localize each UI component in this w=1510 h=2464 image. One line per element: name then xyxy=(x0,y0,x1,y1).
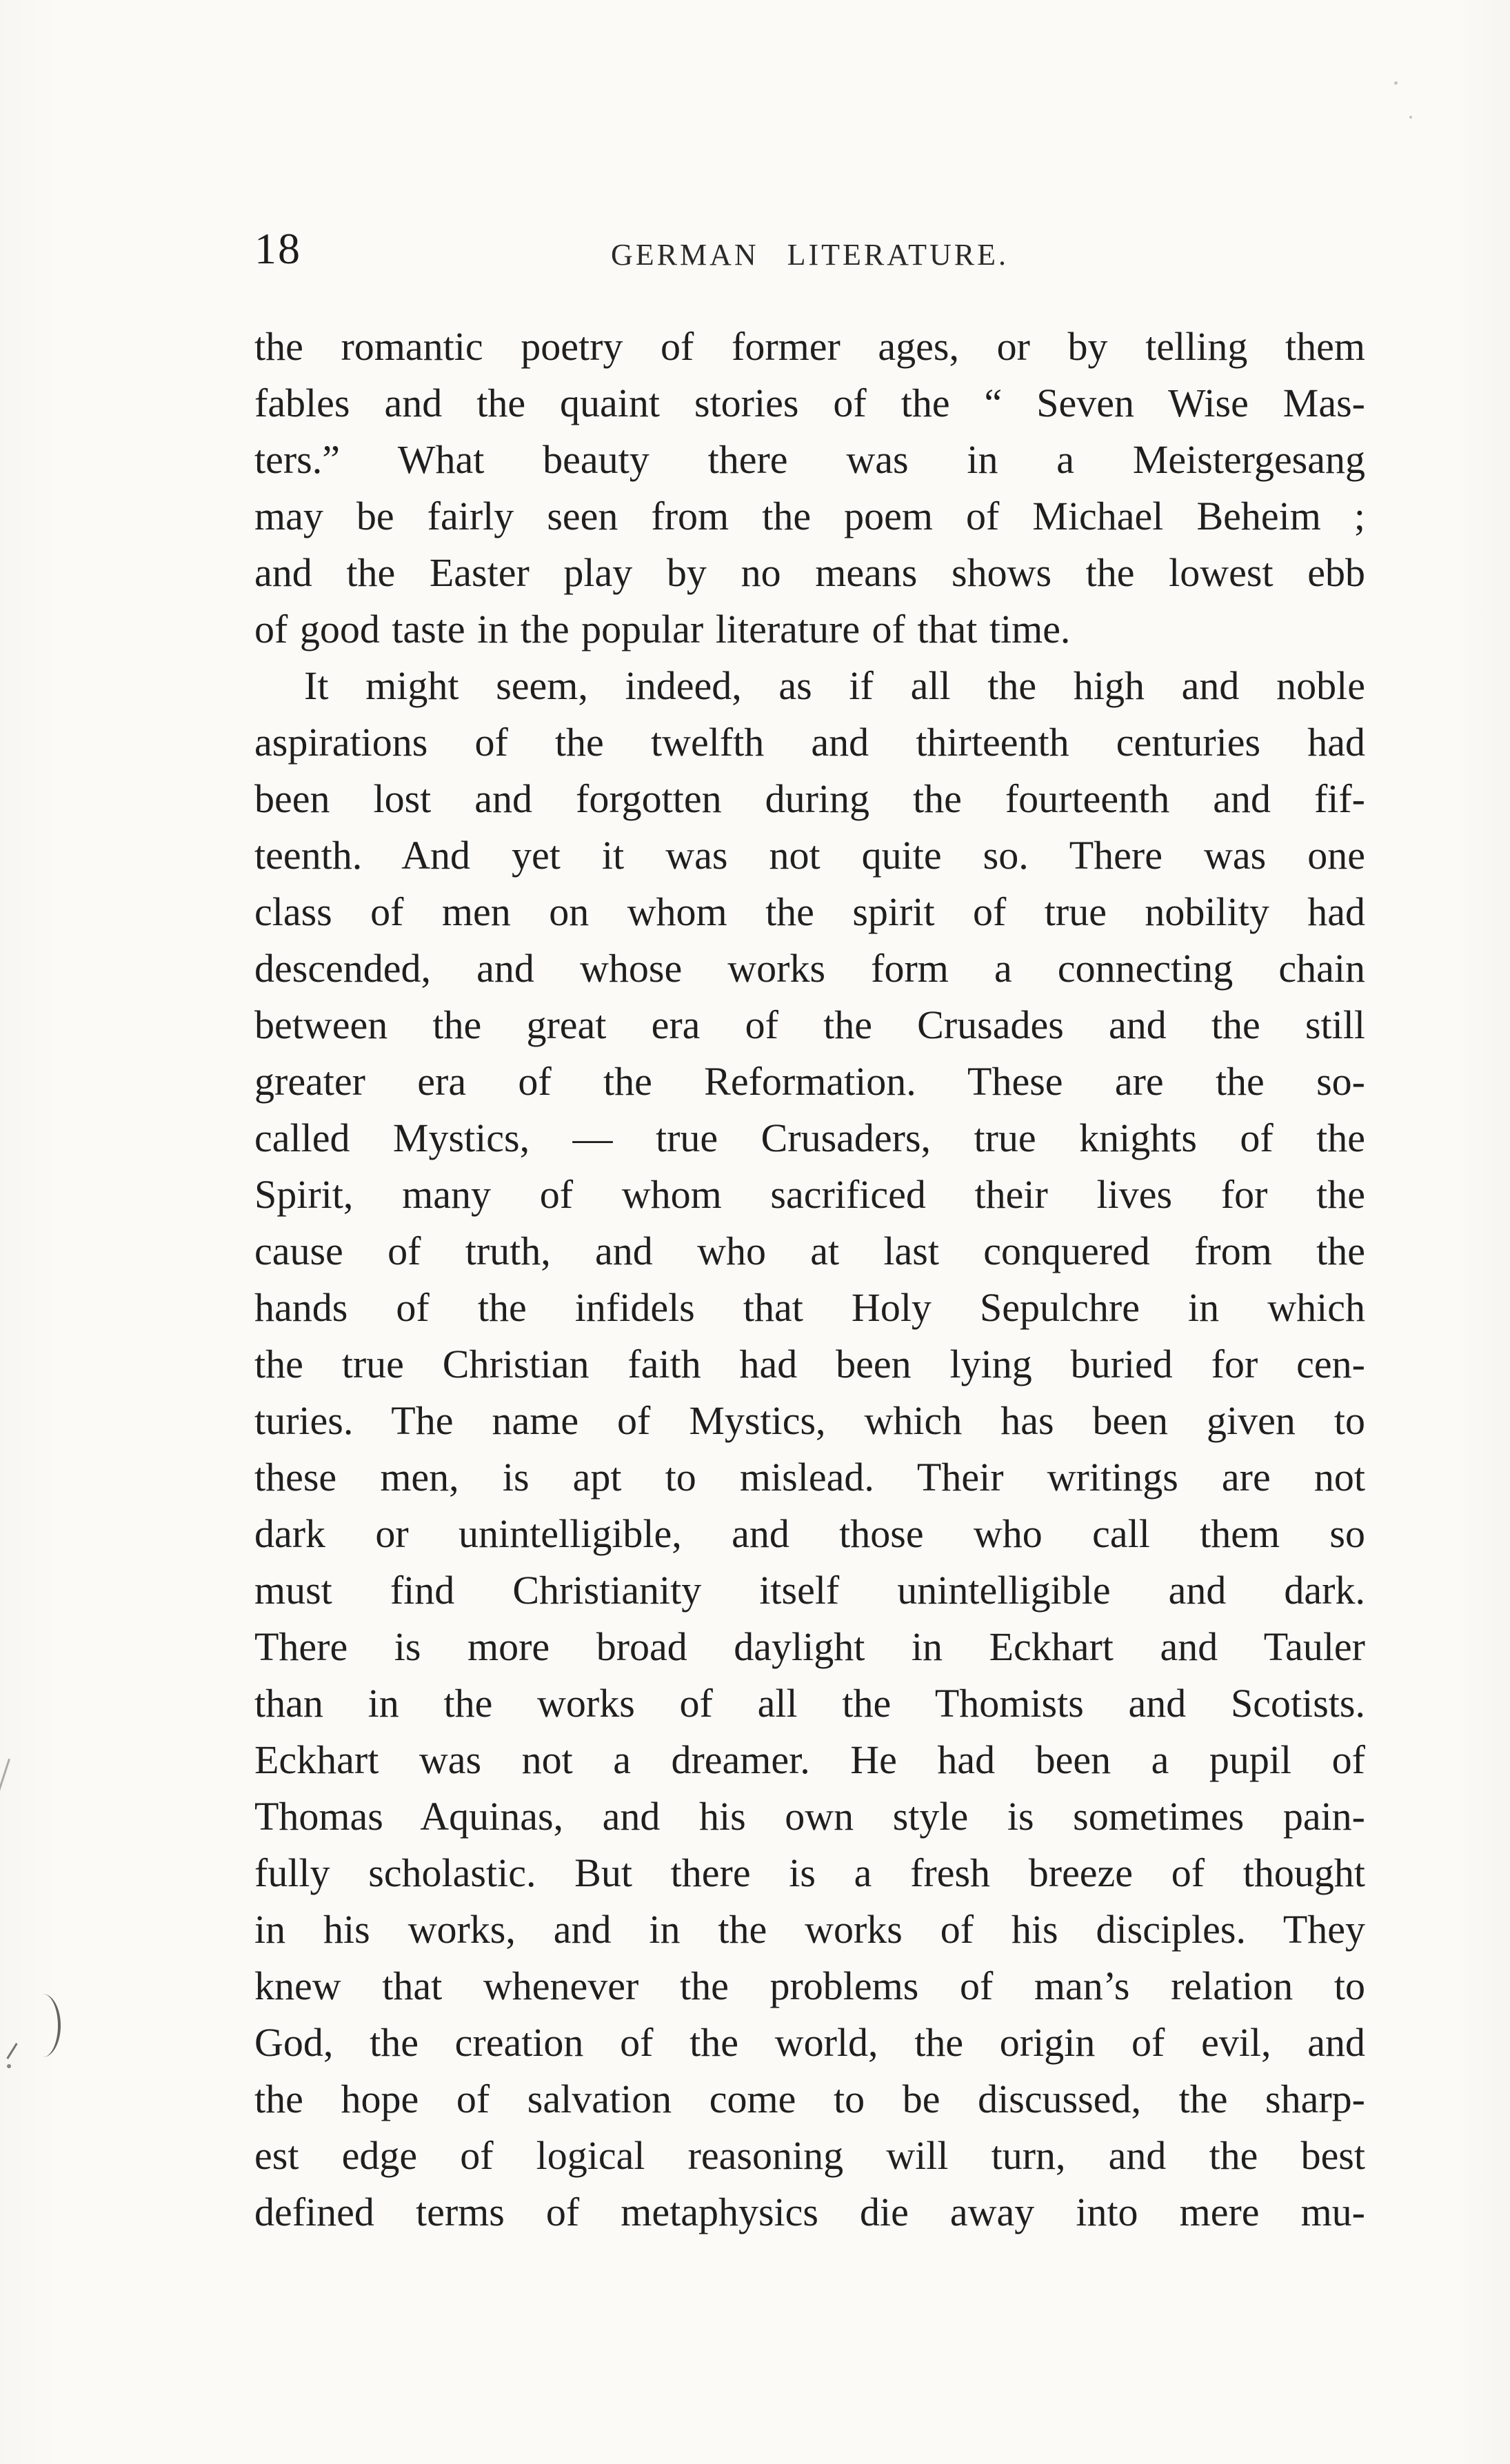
scan-speck xyxy=(1409,116,1412,119)
text-line: the romantic poetry of former ages, or by telling them xyxy=(254,324,1365,369)
text-line: than in the works of all the Thomists and Scotists. xyxy=(254,1681,1365,1726)
page-header xyxy=(254,224,1365,290)
text-line: these men, is apt to mislead. Their writings are not xyxy=(254,1455,1365,1499)
text-line: the true Christian faith had been lying buried for cen- xyxy=(254,1342,1365,1386)
text-line: cause of truth, and who at last conquered from the xyxy=(254,1229,1365,1273)
text-line: of good taste in the popular literature of that time. xyxy=(254,607,1071,652)
text-line: turies. The name of Mystics, which has been given to xyxy=(254,1398,1365,1443)
text-line: the hope of salvation come to be discussed, the sharp- xyxy=(254,2077,1365,2121)
text-line: been lost and forgotten during the fourteenth and fif- xyxy=(254,776,1365,821)
text-line: defined terms of metaphysics die away into mere mu- xyxy=(254,2190,1365,2234)
text-line: must find Christianity itself unintelligible and dark. xyxy=(254,1568,1365,1613)
ink-mark-dot xyxy=(7,2064,11,2068)
text-line: aspirations of the twelfth and thirteenth centuries had xyxy=(254,720,1365,765)
text-line: greater era of the Reformation. These are the so- xyxy=(254,1059,1365,1104)
text-line: ters.” What beauty there was in a Meistergesang xyxy=(254,437,1365,482)
page-number: 18 xyxy=(254,224,301,273)
text-lines xyxy=(254,319,1365,2241)
text-line: dark or unintelligible, and those who call them so xyxy=(254,1511,1365,1556)
text-line: est edge of logical reasoning will turn, and the best xyxy=(254,2133,1365,2178)
ink-mark-tick xyxy=(6,2043,17,2059)
text-line: God, the creation of the world, the origin of evil, and xyxy=(254,2020,1365,2065)
text-line: in his works, and in the works of his disciples. They xyxy=(254,1907,1365,1952)
text-line: descended, and whose works form a connecting chain xyxy=(254,946,1365,991)
text-line: There is more broad daylight in Eckhart and Tauler xyxy=(254,1624,1365,1669)
text-line: called Mystics, — true Crusaders, true knights of the xyxy=(254,1115,1365,1160)
text-line: Eckhart was not a dreamer. He had been a pupil of xyxy=(254,1737,1365,1782)
text-line: teenth. And yet it was not quite so. There was one xyxy=(254,833,1365,878)
text-line: hands of the infidels that Holy Sepulchre in which xyxy=(254,1285,1365,1330)
text-line: fully scholastic. But there is a fresh breeze of thought xyxy=(254,1850,1365,1895)
ink-mark-paren xyxy=(43,1994,61,2057)
text-line: Thomas Aquinas, and his own style is sometimes pain- xyxy=(254,1794,1365,1839)
text-line: between the great era of the Crusades and the still xyxy=(254,1002,1365,1047)
running-title: GERMAN LITERATURE. xyxy=(610,238,1009,272)
text-line: fables and the quaint stories of the “ Seven Wise Mas- xyxy=(254,381,1365,425)
text-line: Spirit, many of whom sacrificed their lives for the xyxy=(254,1172,1365,1217)
scan-speck xyxy=(1394,81,1398,85)
text-line: class of men on whom the spirit of true nobility had xyxy=(254,889,1365,934)
text-line: knew that whenever the problems of man’s relation to xyxy=(254,1963,1365,2008)
ink-mark-stroke xyxy=(0,1759,10,1793)
text-line: may be fairly seen from the poem of Michael Beheim ; xyxy=(254,494,1365,538)
text-line: and the Easter play by no means shows the lowest ebb xyxy=(254,550,1365,595)
text-line: It might seem, indeed, as if all the high and noble xyxy=(304,663,1365,708)
